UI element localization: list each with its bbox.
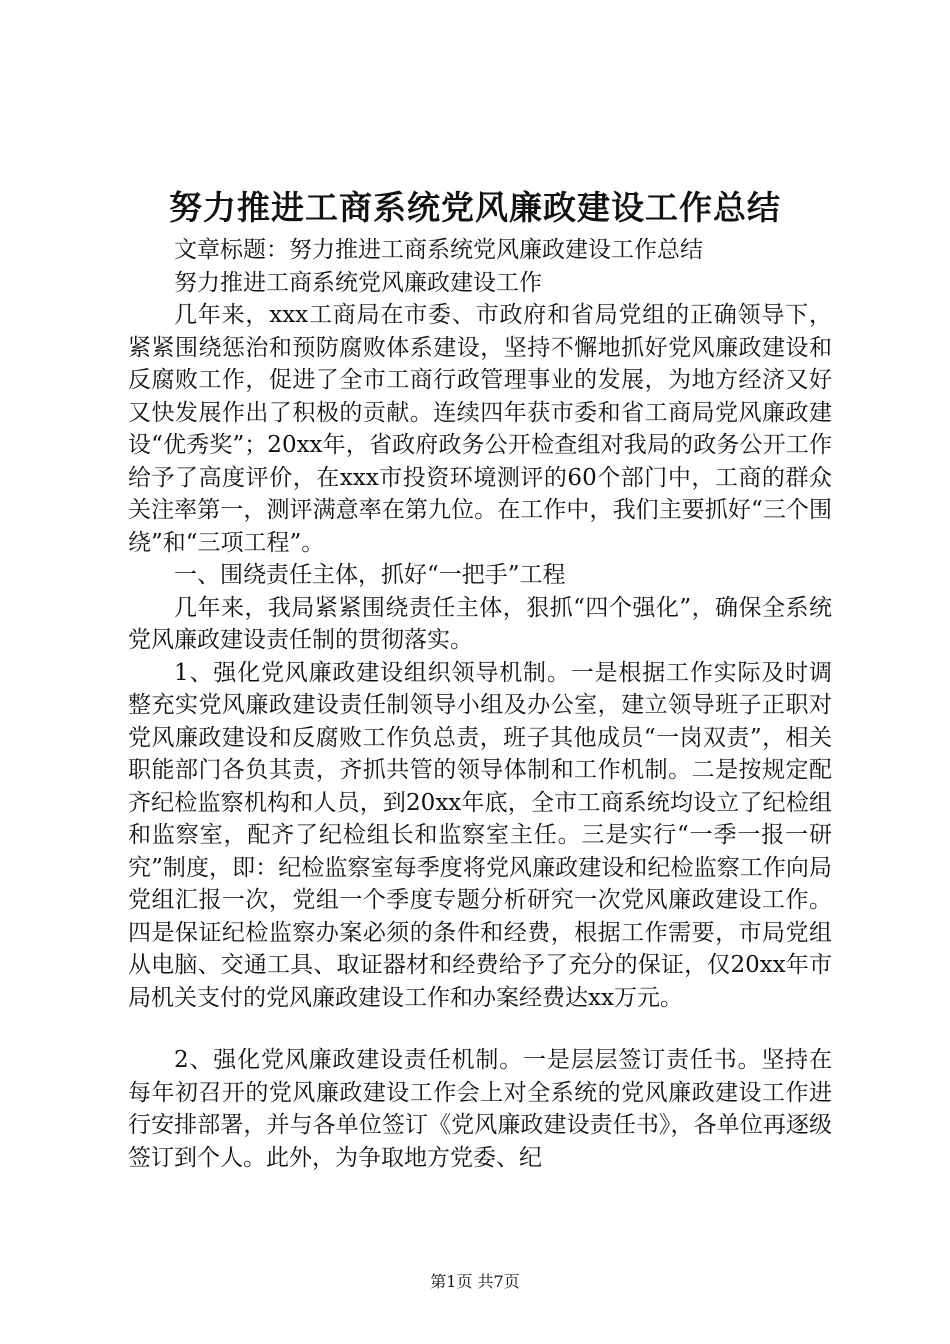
document-title: 努力推进工商系统党风廉政建设工作总结: [169, 188, 781, 227]
point-one-paragraph: 1、强化党风廉政建设组织领导机制。一是根据工作实际及时调整充实党风廉政建设责任制领导小组及办公室，建立领导班子正职对党风廉政建设和反腐败工作负总责，班子其他成员“一岗双责”，相关职能部门各负其责，齐抓共管的领导体制和工作机制。二是按规定配齐纪检监察机构和人员，到20xx年底，全市工商系统均设立了纪检组和监察室，配齐了纪检组长和监察室主任。三是实行“一季一报一研究”制度，即：纪检监察室每季度将党风廉政建设和纪检监察工作向局党组汇报一次，党组一个季度专题分析研究一次党风廉政建设工作。四是保证纪检监察办案必须的条件和经费，根据工作需要，市局党组从电脑、交通工具、取证器材和经费给予了充分的保证，仅20xx年市局机关支付的党风廉政建设工作和办案经费达xx万元。: [128, 659, 832, 1011]
intro-paragraph: 几年来，xxx工商局在市委、市政府和省局党组的正确领导下，紧紧围绕惩治和预防腐败体系建设，坚持不懈地抓好党风廉政建设和反腐败工作，促进了全市工商行政管理事业的发展，为地方经济又好又快发展作出了积极的贡献。连续四年获市委和省工商局党风廉政建设“优秀奖”；20xx年，省政府政务公开检查组对我局的政务公开工作给予了高度评价，在xxx市投资环境测评的60个部门中，工商的群众关注率第一，测评满意率在第九位。在工作中，我们主要抓好“三个围绕”和“三项工程”。: [128, 302, 832, 556]
page-number-footer: 第1页 共7页: [430, 1272, 520, 1291]
point-two-paragraph: 2、强化党风廉政建设责任机制。一是层层签订责任书。坚持在每年初召开的党风廉政建设工作会上对全系统的党风廉政建设工作进行安排部署，并与各单位签订《党风廉政建设责任书》，各单位再逐级签订到个人。此外，为争取地方党委、纪: [128, 1047, 832, 1171]
subtitle-line: 努力推进工商系统党风廉政建设工作: [174, 269, 542, 296]
document-body: [128, 234, 832, 1174]
article-title-line: 文章标题：努力推进工商系统党风廉政建设工作总结: [174, 237, 703, 263]
section-intro-paragraph: 几年来，我局紧紧围绕责任主体，狠抓“四个强化”，确保全系统党风廉政建设责任制的贯彻落实。: [128, 594, 832, 653]
section-heading: 一、围绕责任主体，抓好“一把手”工程: [174, 562, 566, 588]
